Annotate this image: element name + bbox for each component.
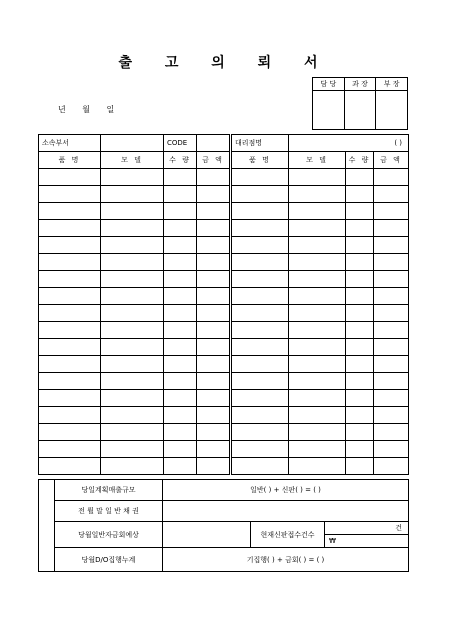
item-cell[interactable] (197, 254, 231, 271)
item-cell[interactable] (39, 407, 101, 424)
item-cell[interactable] (289, 356, 346, 373)
dept-field[interactable] (101, 135, 164, 152)
item-cell[interactable] (231, 203, 289, 220)
item-cell[interactable] (231, 390, 289, 407)
item-cell[interactable] (346, 237, 374, 254)
item-cell[interactable] (346, 322, 374, 339)
item-cell[interactable] (289, 373, 346, 390)
item-row (39, 254, 409, 271)
item-cell[interactable] (164, 271, 197, 288)
item-cell[interactable] (374, 458, 409, 475)
item-cell[interactable] (197, 220, 231, 237)
item-cell[interactable] (197, 390, 231, 407)
item-cell[interactable] (231, 424, 289, 441)
document-title: 출 고 의 뢰 서 (118, 55, 332, 71)
item-cell[interactable] (231, 441, 289, 458)
item-cell[interactable] (164, 169, 197, 186)
item-cell[interactable] (289, 441, 346, 458)
item-cell[interactable] (197, 339, 231, 356)
item-cell[interactable] (197, 305, 231, 322)
item-cell[interactable] (101, 203, 164, 220)
item-cell[interactable] (101, 237, 164, 254)
loan-field[interactable] (163, 522, 251, 548)
item-cell[interactable] (374, 220, 409, 237)
item-cell[interactable] (164, 373, 197, 390)
col-product-name-2: 품 명 (231, 152, 289, 169)
item-cell[interactable] (197, 288, 231, 305)
item-row (39, 305, 409, 322)
item-cell[interactable] (289, 305, 346, 322)
item-cell[interactable] (231, 407, 289, 424)
item-cell[interactable] (164, 441, 197, 458)
item-row (39, 441, 409, 458)
item-cell[interactable] (39, 271, 101, 288)
col-model-2: 모 델 (289, 152, 346, 169)
item-cell[interactable] (39, 288, 101, 305)
item-cell[interactable] (39, 356, 101, 373)
item-cell[interactable] (289, 390, 346, 407)
item-cell[interactable] (101, 339, 164, 356)
sales-new: 신판( ) (281, 486, 303, 494)
sales-general: 일반( ) (250, 486, 272, 494)
item-row (39, 339, 409, 356)
item-cell[interactable] (101, 441, 164, 458)
item-cell[interactable] (197, 407, 231, 424)
item-cell[interactable] (39, 322, 101, 339)
item-cell[interactable] (39, 186, 101, 203)
item-cell[interactable] (346, 254, 374, 271)
item-cell[interactable] (164, 339, 197, 356)
item-cell[interactable] (101, 271, 164, 288)
sales-plus: + (273, 486, 280, 494)
date-line: 년 월 일 (58, 105, 115, 114)
item-cell[interactable] (374, 356, 409, 373)
item-row (39, 407, 409, 424)
item-cell[interactable] (197, 271, 231, 288)
item-row (39, 390, 409, 407)
item-cell[interactable] (231, 254, 289, 271)
item-cell[interactable] (289, 407, 346, 424)
item-cell[interactable] (374, 305, 409, 322)
item-cell[interactable] (231, 220, 289, 237)
item-cell[interactable] (231, 305, 289, 322)
item-cell[interactable] (346, 220, 374, 237)
dept-label: 소속부서 (39, 135, 101, 152)
sales-label: 당일계획매출규모 (55, 480, 163, 501)
item-cell[interactable] (374, 169, 409, 186)
item-cell[interactable] (231, 169, 289, 186)
item-cell[interactable] (39, 458, 101, 475)
item-cell[interactable] (289, 322, 346, 339)
item-cell[interactable] (374, 322, 409, 339)
item-cell[interactable] (197, 203, 231, 220)
item-cell[interactable] (164, 356, 197, 373)
bond-field[interactable] (163, 501, 409, 522)
loan-label: 당월일반자금회예상 (55, 522, 163, 548)
item-cell[interactable] (39, 305, 101, 322)
item-cell[interactable] (101, 390, 164, 407)
do-total: = ( ) (308, 555, 325, 564)
col-amount: 금 액 (197, 152, 231, 169)
item-cell[interactable] (101, 407, 164, 424)
item-cell[interactable] (346, 373, 374, 390)
approval-staff-sign[interactable] (313, 91, 345, 130)
item-cell[interactable] (289, 288, 346, 305)
item-cell[interactable] (231, 373, 289, 390)
item-cell[interactable] (39, 339, 101, 356)
item-cell[interactable] (231, 458, 289, 475)
summary-side-cell (39, 480, 55, 572)
item-cell[interactable] (346, 424, 374, 441)
item-cell[interactable] (164, 407, 197, 424)
item-cell[interactable] (374, 288, 409, 305)
new-amount-field[interactable]: ₩ (325, 535, 409, 548)
item-cell[interactable] (39, 220, 101, 237)
item-cell[interactable] (101, 322, 164, 339)
item-row (39, 186, 409, 203)
info-row (39, 135, 409, 152)
new-count-label: 현재신판접수건수 (251, 522, 325, 548)
item-cell[interactable] (289, 458, 346, 475)
col-product-name: 품 명 (39, 152, 101, 169)
item-cell[interactable] (374, 271, 409, 288)
item-cell[interactable] (374, 407, 409, 424)
code-field[interactable] (197, 135, 231, 152)
column-header-row (39, 152, 409, 169)
item-row (39, 373, 409, 390)
item-cell[interactable] (289, 169, 346, 186)
item-cell[interactable] (39, 373, 101, 390)
item-cell[interactable] (39, 441, 101, 458)
item-cell[interactable] (289, 203, 346, 220)
approval-manager-sign[interactable] (344, 91, 376, 130)
item-cell[interactable] (374, 186, 409, 203)
item-cell[interactable] (101, 424, 164, 441)
item-cell[interactable] (231, 186, 289, 203)
item-row (39, 237, 409, 254)
item-cell[interactable] (374, 390, 409, 407)
item-cell[interactable] (39, 424, 101, 441)
item-cell[interactable] (289, 424, 346, 441)
item-row (39, 288, 409, 305)
item-cell[interactable] (39, 390, 101, 407)
item-cell[interactable] (374, 339, 409, 356)
item-cell[interactable] (374, 237, 409, 254)
item-cell[interactable] (289, 254, 346, 271)
item-cell[interactable] (346, 169, 374, 186)
do-existing: 기집행( ) (246, 555, 275, 564)
do-label: 당월D/O집행누계 (55, 548, 163, 572)
do-request: 금회( ) (285, 555, 307, 564)
item-cell[interactable] (197, 237, 231, 254)
item-cell[interactable] (197, 424, 231, 441)
item-cell[interactable] (374, 441, 409, 458)
item-cell[interactable] (231, 322, 289, 339)
agency-label: 대리점명 (231, 135, 289, 152)
sales-field[interactable] (163, 480, 409, 501)
col-amount-2: 금 액 (374, 152, 409, 169)
item-cell[interactable] (164, 305, 197, 322)
agency-field[interactable]: ( ) (289, 135, 409, 152)
item-cell[interactable] (231, 288, 289, 305)
item-row (39, 271, 409, 288)
item-cell[interactable] (164, 322, 197, 339)
item-cell[interactable] (231, 237, 289, 254)
item-cell[interactable] (346, 203, 374, 220)
col-model: 모 델 (101, 152, 164, 169)
item-cell[interactable] (39, 169, 101, 186)
code-label: CODE (164, 135, 197, 152)
item-row (39, 424, 409, 441)
item-cell[interactable] (101, 373, 164, 390)
item-row (39, 169, 409, 186)
new-count-field[interactable]: 건 (325, 522, 409, 535)
item-cell[interactable] (346, 356, 374, 373)
item-cell[interactable] (374, 203, 409, 220)
item-cell[interactable] (374, 373, 409, 390)
item-cell[interactable] (164, 390, 197, 407)
item-cell[interactable] (346, 407, 374, 424)
approval-box (312, 77, 408, 130)
item-cell[interactable] (374, 254, 409, 271)
item-cell[interactable] (39, 237, 101, 254)
item-cell[interactable] (346, 305, 374, 322)
item-cell[interactable] (197, 169, 231, 186)
item-cell[interactable] (164, 186, 197, 203)
item-cell[interactable] (101, 254, 164, 271)
item-cell[interactable] (374, 424, 409, 441)
item-cell[interactable] (101, 288, 164, 305)
item-cell[interactable] (231, 339, 289, 356)
item-cell[interactable] (164, 220, 197, 237)
item-cell[interactable] (197, 441, 231, 458)
item-cell[interactable] (289, 339, 346, 356)
item-cell[interactable] (39, 203, 101, 220)
item-cell[interactable] (164, 424, 197, 441)
item-row (39, 220, 409, 237)
item-cell[interactable] (101, 356, 164, 373)
sales-total: = ( ) (305, 486, 321, 494)
item-cell[interactable] (346, 441, 374, 458)
item-cell[interactable] (197, 356, 231, 373)
item-cell[interactable] (101, 458, 164, 475)
item-cell[interactable] (39, 254, 101, 271)
item-cell[interactable] (164, 288, 197, 305)
item-cell[interactable] (231, 271, 289, 288)
item-cell[interactable] (164, 203, 197, 220)
item-cell[interactable] (101, 305, 164, 322)
item-cell[interactable] (164, 254, 197, 271)
col-quantity-2: 수 량 (346, 152, 374, 169)
items-table (38, 134, 409, 475)
item-row (39, 203, 409, 220)
item-cell[interactable] (197, 322, 231, 339)
item-cell[interactable] (164, 237, 197, 254)
item-cell[interactable] (101, 220, 164, 237)
item-cell[interactable] (197, 186, 231, 203)
do-plus: + (276, 555, 283, 564)
item-cell[interactable] (346, 458, 374, 475)
item-row (39, 356, 409, 373)
item-cell[interactable] (289, 186, 346, 203)
item-row (39, 322, 409, 339)
item-cell[interactable] (346, 339, 374, 356)
item-cell[interactable] (289, 220, 346, 237)
item-cell[interactable] (346, 390, 374, 407)
item-cell[interactable] (346, 186, 374, 203)
item-cell[interactable] (197, 458, 231, 475)
item-cell[interactable] (101, 186, 164, 203)
item-cell[interactable] (197, 373, 231, 390)
approval-staff-header: 담 당 (313, 78, 345, 91)
item-row (39, 458, 409, 475)
approval-manager-header: 과 장 (344, 78, 376, 91)
col-quantity: 수 량 (164, 152, 197, 169)
approval-director-header: 부 장 (376, 78, 408, 91)
approval-director-sign[interactable] (376, 91, 408, 130)
item-cell[interactable] (164, 458, 197, 475)
item-cell[interactable] (346, 271, 374, 288)
do-field[interactable] (163, 548, 409, 572)
bond-label: 전 륄 말 일 반 채 권 (55, 501, 163, 522)
item-cell[interactable] (289, 237, 346, 254)
item-cell[interactable] (346, 288, 374, 305)
item-cell[interactable] (231, 356, 289, 373)
item-cell[interactable] (101, 169, 164, 186)
item-cell[interactable] (289, 271, 346, 288)
summary-table (38, 479, 409, 572)
